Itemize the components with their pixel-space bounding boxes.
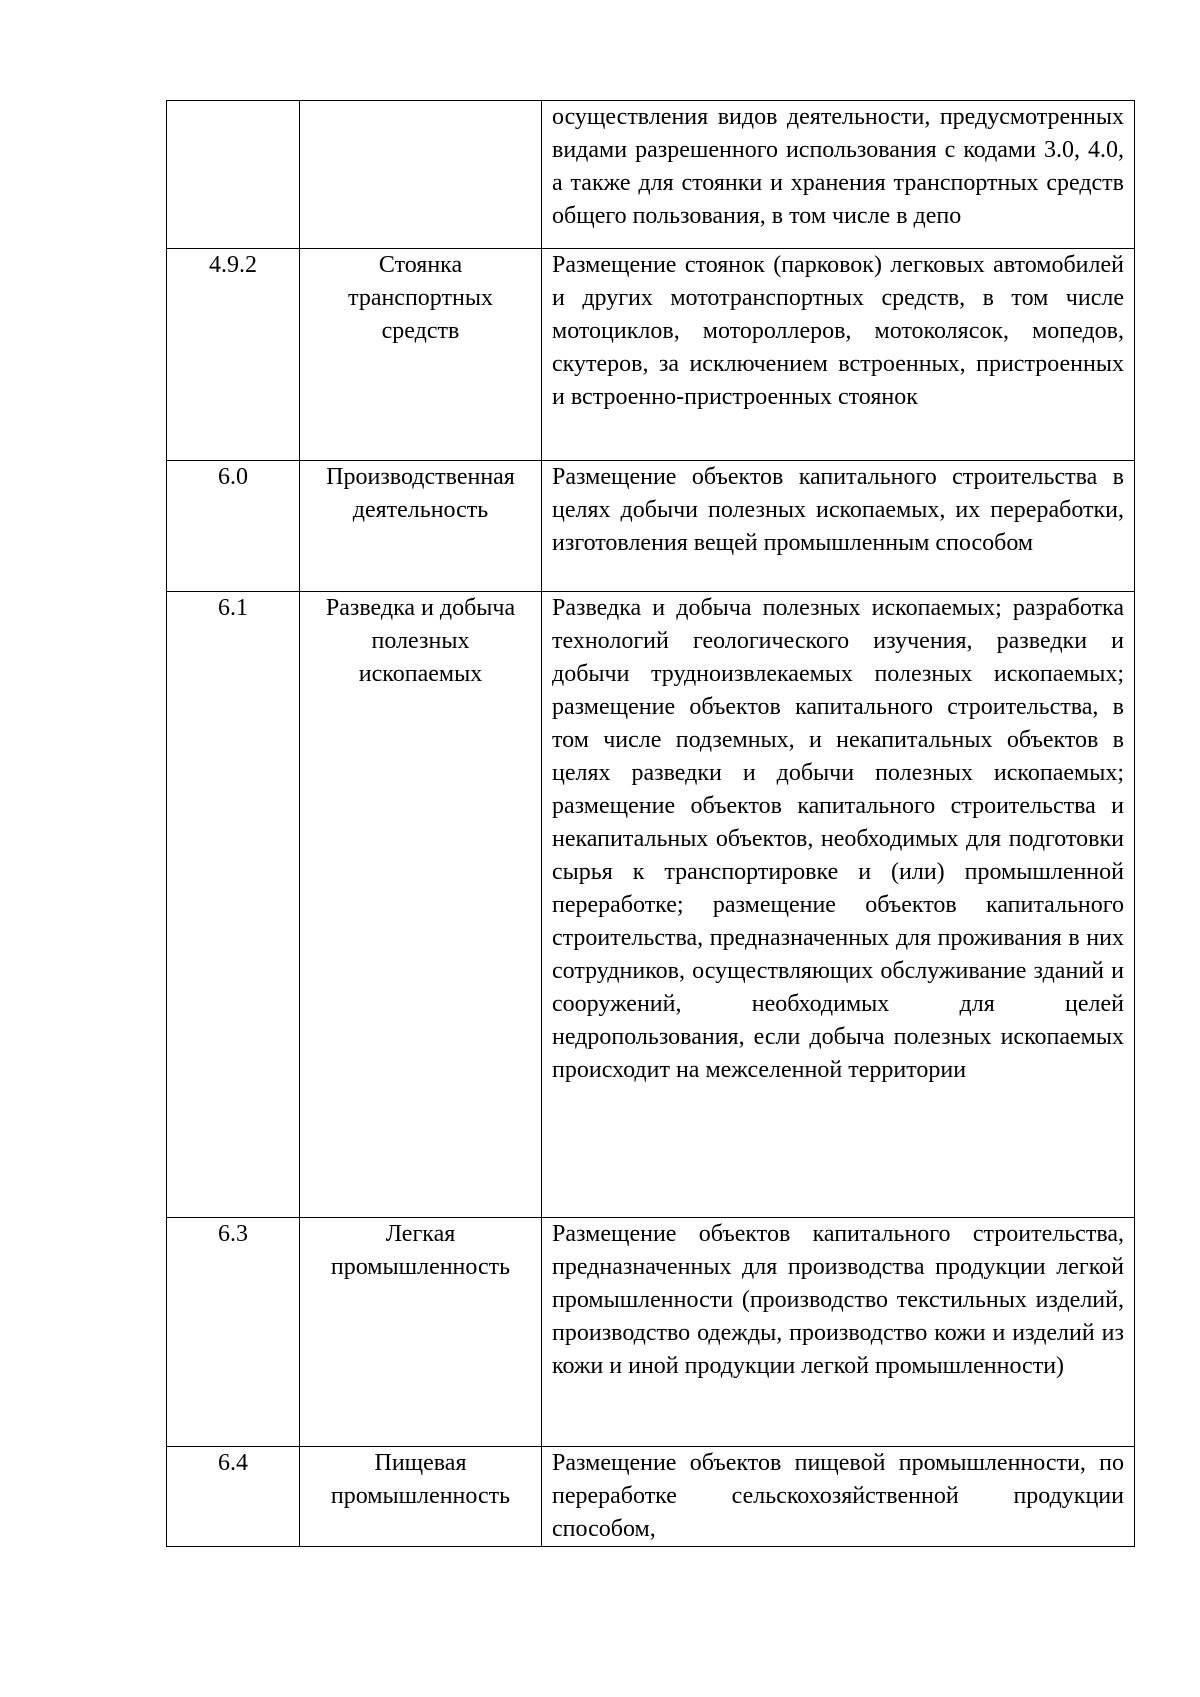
row-name	[300, 101, 542, 249]
row-name: Пищевая промышленность	[300, 1447, 542, 1547]
table-row	[167, 249, 1135, 461]
table-row	[167, 1218, 1135, 1447]
table-row	[167, 1447, 1135, 1547]
row-description: Разведка и добыча полезных ископаемых; разработка технологий геологического изучения, разведки и добычи трудноизвлекаемых полезных ископаемых; размещение объектов капитального строительства, в том числе подземных, и некапитальных объектов в целях разведки и добычи полезных ископаемых; размещение объектов капитального строительства и некапитальных объектов, необходимых для подготовки сырья к транспортировке и (или) промышленной переработке; размещение объектов капитального строительства, предназначенных для проживания в них сотрудников, осуществляющих обслуживание зданий и сооружений, необходимых для целей недропользования, если добыча полезных ископаемых происходит на межселенной территории	[542, 592, 1135, 1218]
row-code: 6.1	[167, 592, 300, 1218]
row-description: осуществления видов деятельности, предусмотренных видами разрешенного использования с кодами 3.0, 4.0, а также для стоянки и хранения транспортных средств общего пользования, в том числе в депо	[542, 101, 1135, 249]
row-name: Стоянка транспортных средств	[300, 249, 542, 461]
row-code	[167, 101, 300, 249]
row-description: Размещение объектов капитального строительства в целях добычи полезных ископаемых, их переработки, изготовления вещей промышленным способом	[542, 461, 1135, 592]
table-row	[167, 461, 1135, 592]
row-code: 6.4	[167, 1447, 300, 1547]
row-code: 6.0	[167, 461, 300, 592]
row-name: Производственная деятельность	[300, 461, 542, 592]
table-row	[167, 592, 1135, 1218]
row-code: 6.3	[167, 1218, 300, 1447]
row-code: 4.9.2	[167, 249, 300, 461]
table-row	[167, 101, 1135, 249]
row-name: Легкая промышленность	[300, 1218, 542, 1447]
row-name: Разведка и добыча полезных ископаемых	[300, 592, 542, 1218]
row-description: Размещение стоянок (парковок) легковых автомобилей и других мототранспортных средств, в том числе мотоциклов, мотороллеров, мотоколясок, мопедов, скутеров, за исключением встроенных, пристроенных и встроенно-пристроенных стоянок	[542, 249, 1135, 461]
row-description: Размещение объектов пищевой промышленности, по переработке сельскохозяйственной продукции способом,	[542, 1447, 1135, 1547]
land-use-table	[166, 100, 1135, 1547]
row-description: Размещение объектов капитального строительства, предназначенных для производства продукции легкой промышленности (производство текстильных изделий, производство одежды, производство кожи и изделий из кожи и иной продукции легкой промышленности)	[542, 1218, 1135, 1447]
